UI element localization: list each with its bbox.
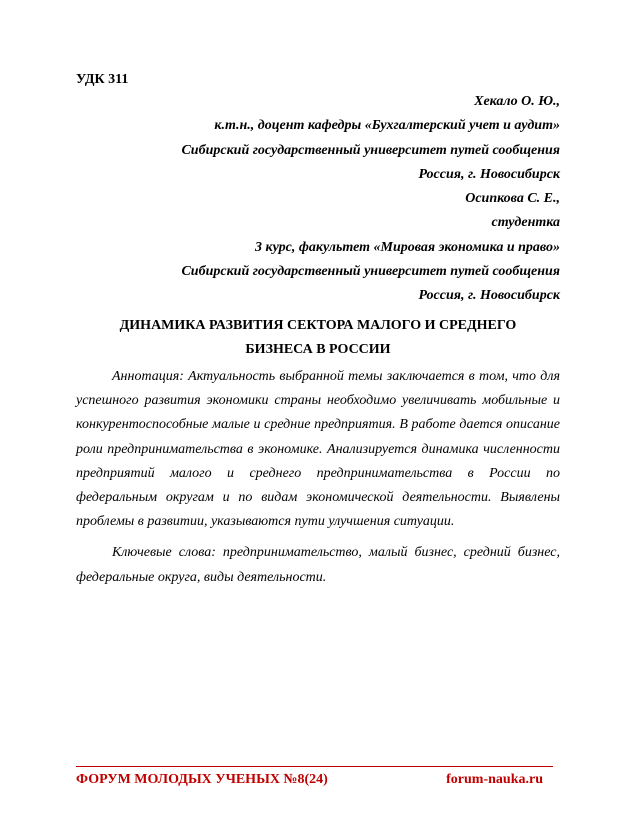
- udk-code: УДК 311: [76, 72, 129, 87]
- author-1-position: к.т.н., доцент кафедры «Бухгалтерский учет и аудит»: [214, 118, 560, 134]
- article-title: [76, 316, 560, 364]
- abstract-block: [76, 365, 560, 590]
- author-2-faculty: 3 курс, факультет «Мировая экономика и право»: [255, 239, 560, 255]
- abstract-text: Аннотация: Актуальность выбранной темы заключается в том, что для успешного развития экономики страны необходимо увеличивать мобильные и конкурентоспособные малые и средние предприятия. В работе дается описание роли предпринимательства в экономике. Анализируется динамика численности предприятий малого и среднего предпринимательства в России по федеральным округам и по видам экономической деятельности. Выявлены проблемы в развитии, указываются пути улучшения ситуации.: [76, 369, 560, 530]
- journal-name: ФОРУМ МОЛОДЫХ УЧЕНЫХ №8(24): [76, 772, 328, 787]
- author-1-university: Сибирский государственный университет путей сообщения: [181, 142, 560, 158]
- author-2-location: Россия, г. Новосибирск: [418, 288, 560, 304]
- keywords-text: Ключевые слова: предпринимательство, малый бизнес, средний бизнес, федеральные округа, виды деятельности.: [76, 545, 560, 585]
- author-1-location: Россия, г. Новосибирск: [418, 166, 560, 182]
- author-2-university: Сибирский государственный университет путей сообщения: [181, 264, 560, 280]
- title-line-1: ДИНАМИКА РАЗВИТИЯ СЕКТОРА МАЛОГО И СРЕДНЕГО: [119, 318, 517, 333]
- author-1-name: Хекало О. Ю.,: [474, 94, 560, 109]
- author-block: [76, 92, 560, 311]
- author-2-name: Осипкова С. Е.,: [465, 191, 560, 207]
- author-2-position: студентка: [491, 215, 560, 231]
- footer-divider: [76, 766, 553, 767]
- title-line-2: БИЗНЕСА В РОССИИ: [245, 342, 391, 357]
- journal-website[interactable]: forum-nauka.ru: [446, 772, 543, 787]
